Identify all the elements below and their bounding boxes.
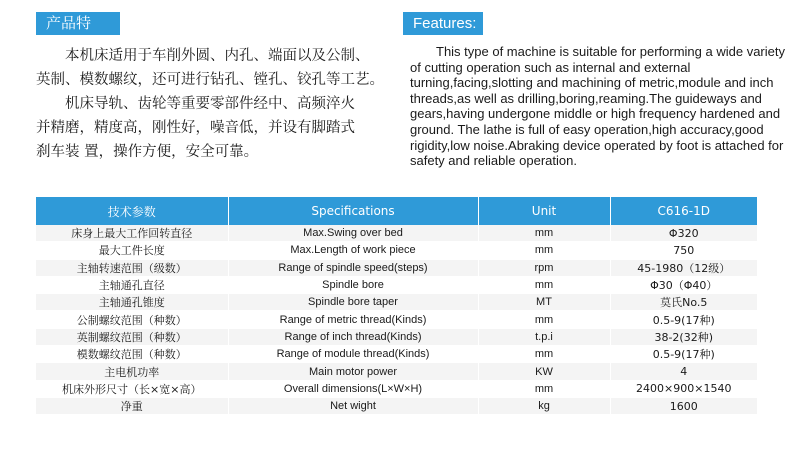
param-unit: mm	[478, 242, 610, 259]
param-en: Spindle bore	[228, 276, 478, 293]
param-cn: 主电机功率	[36, 363, 228, 380]
spec-table-header	[36, 197, 757, 225]
param-en: Range of metric thread(Kinds)	[228, 311, 478, 328]
param-value: Φ30（Φ40）	[610, 276, 757, 293]
param-cn: 机床外形尺寸（长×宽×高）	[36, 380, 228, 397]
table-row	[36, 328, 757, 345]
intro-cn-line: 机床导轨、齿轮等重要零部件经中、高频淬火	[65, 96, 355, 112]
param-value: 45-1980（12级）	[610, 259, 757, 276]
table-row	[36, 346, 757, 363]
table-row	[36, 311, 757, 328]
spec-table	[36, 197, 757, 415]
param-unit: mm	[478, 276, 610, 293]
table-row	[36, 225, 757, 242]
param-value: 0.5-9(17种)	[610, 311, 757, 328]
header-params-cn: 技术参数	[36, 197, 228, 225]
param-en: Max.Length of work piece	[228, 242, 478, 259]
param-unit: KW	[478, 363, 610, 380]
intro-cn-line: 英制、模数螺纹，还可进行钻孔、镗孔、铰孔等工艺。	[36, 72, 384, 88]
param-en: Main motor power	[228, 363, 478, 380]
param-cn: 模数螺纹范围（种数）	[36, 346, 228, 363]
intro-cn-line: 本机床适用于车削外圆、内孔、端面以及公制、	[65, 48, 370, 64]
intro-text-cn	[36, 44, 386, 164]
intro-cn-line: 并精磨，精度高，刚性好，噪音低，并设有脚踏式	[36, 120, 355, 136]
param-cn: 净重	[36, 397, 228, 414]
param-value: 4	[610, 363, 757, 380]
param-cn: 英制螺纹范围（种数）	[36, 328, 228, 345]
param-cn: 主轴通孔直径	[36, 276, 228, 293]
param-unit: kg	[478, 397, 610, 414]
param-value: 0.5-9(17种)	[610, 346, 757, 363]
table-row	[36, 259, 757, 276]
param-unit: rpm	[478, 259, 610, 276]
param-unit: mm	[478, 380, 610, 397]
features-title-en: Features:	[403, 12, 483, 35]
table-row	[36, 363, 757, 380]
param-unit: MT	[478, 294, 610, 311]
param-cn: 床身上最大工作回转直径	[36, 225, 228, 242]
intro-text-en: This type of machine is suitable for performing a wide variety of cutting operation such as internal and external turning,facing,slotting and machining of metric,module and inch threads,as well as drilling,boring,reaming.The guideways and gears,having undergone middle or high frequency hardened and ground. The lathe is full of easy operation,high accuracy,good rigidity,low noise.Abraking device operated by foot is attached for safety and reliable operation.	[410, 44, 785, 169]
param-cn: 公制螺纹范围（种数）	[36, 311, 228, 328]
param-cn: 主轴通孔锥度	[36, 294, 228, 311]
param-en: Spindle bore taper	[228, 294, 478, 311]
header-specifications: Specifications	[228, 197, 478, 225]
table-row	[36, 276, 757, 293]
header-model: C616-1D	[610, 197, 757, 225]
table-row	[36, 380, 757, 397]
param-en: Range of inch thread(Kinds)	[228, 328, 478, 345]
param-unit: t.p.i	[478, 328, 610, 345]
param-unit: mm	[478, 346, 610, 363]
table-row	[36, 294, 757, 311]
param-en: Max.Swing over bed	[228, 225, 478, 242]
param-value: Φ320	[610, 225, 757, 242]
param-unit: mm	[478, 225, 610, 242]
table-row	[36, 397, 757, 414]
param-en: Range of spindle speed(steps)	[228, 259, 478, 276]
param-en: Overall dimensions(L×W×H)	[228, 380, 478, 397]
param-value: 2400×900×1540	[610, 380, 757, 397]
param-value: 38-2(32种)	[610, 328, 757, 345]
param-cn: 最大工件长度	[36, 242, 228, 259]
header-unit: Unit	[478, 197, 610, 225]
table-row	[36, 242, 757, 259]
param-en: Range of module thread(Kinds)	[228, 346, 478, 363]
features-title-cn: 产品特点：	[36, 12, 120, 35]
param-value: 750	[610, 242, 757, 259]
param-value: 1600	[610, 397, 757, 414]
param-cn: 主轴转速范围（级数）	[36, 259, 228, 276]
param-unit: mm	[478, 311, 610, 328]
intro-cn-line: 刹车装 置，操作方便，安全可靠。	[36, 144, 259, 160]
param-value: 莫氏No.5	[610, 294, 757, 311]
param-en: Net wight	[228, 397, 478, 414]
